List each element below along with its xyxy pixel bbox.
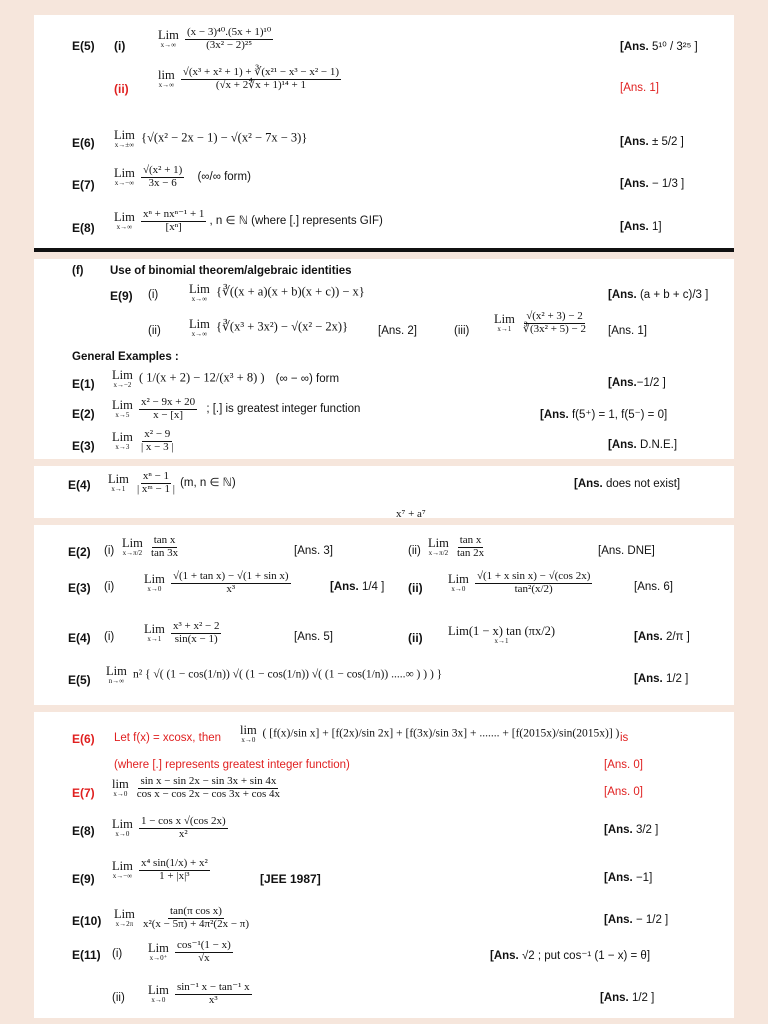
- part-ii: (ii): [148, 325, 161, 337]
- expr-e11-i: Lim x→0⁺ $\frac{\text{cos⁻¹(1 − x)}}{√x}$: [148, 939, 231, 964]
- e6-intro: Let f(x) = xcosx, then: [114, 732, 222, 744]
- expr-e9: Lim x→−∞ $\frac{\text{x⁴ sin(1/x) + x²}}{\text{1 + |x|³}}$: [112, 857, 208, 882]
- expr-e9-iii: Lim x→1 $\frac{\text{√(x² + 3) − 2}}{\text{∛(3x² + 5) − 2}}$: [494, 310, 587, 335]
- label-e8: E(8): [72, 824, 95, 838]
- answer-e5-i: [Ans. 5¹⁰ / 3²⁵ ]: [620, 41, 698, 53]
- label-e10: E(10): [72, 914, 102, 928]
- divider-rule: [34, 248, 734, 252]
- label-e3: E(3): [68, 581, 91, 595]
- part-i: (i): [114, 39, 126, 53]
- expr-e3-i: Lim x→0 $\frac{\text{√(1 + tan x) − √(1 + sin x)}}{\text{x³}}$: [144, 570, 289, 595]
- answer-e9-iii: [Ans. 1]: [608, 325, 647, 337]
- general-examples-title: General Examples :: [72, 351, 179, 363]
- label-e2: E(2): [72, 407, 95, 421]
- answer-e11-i: [Ans. √2 ; put cos⁻¹ (1 − x) = θ]: [490, 950, 651, 962]
- label-e3: E(3): [72, 439, 95, 453]
- expr-e4-i: Lim x→1 $\frac{\text{x³ + x² − 2}}{\sin(x - 1)}$: [144, 620, 220, 645]
- answer-e2-i: [Ans. 3]: [294, 545, 333, 557]
- answer-e5-ii: [Ans. 1]: [620, 82, 659, 94]
- expr-e9-i: Lim x→∞ {∛((x + a)(x + b)(x + c)) − x}: [189, 282, 365, 303]
- examples-panel-2: [34, 259, 734, 459]
- expr-e9-ii: Lim x→∞ {∛(x³ + 3x²) − √(x² − 2x)}: [189, 317, 349, 338]
- answer-e8: [Ans. 3/2 ]: [604, 824, 659, 836]
- examples-panel-3: [34, 466, 734, 518]
- expr-e3-ii: Lim x→0 $\frac{\text{√(1 + x sin x) − √(cos 2x)}}{\text{tan²(x/2)}}$: [448, 570, 591, 595]
- e6-note: (where [.] represents greatest integer function): [114, 759, 350, 771]
- label-e5: E(5): [68, 673, 91, 687]
- part-iii: (iii): [454, 325, 470, 337]
- answer-e2-ii: [Ans. DNE]: [598, 545, 655, 557]
- answer-e3-i: [Ans. 1/4 ]: [330, 581, 385, 593]
- expr-e6: lim x→0 ( [f(x)/sin x] + [f(2x)/sin 2x] + [f(3x)/sin 3x] + ....... + [f(2015x)/sin(2015x)] ): [240, 723, 620, 744]
- answer-e6: [Ans. 0]: [604, 759, 643, 771]
- answer-e4: [Ans. does not exist]: [574, 478, 681, 490]
- answer-e11-ii: [Ans. 1/2 ]: [600, 992, 655, 1004]
- part-i: (i): [112, 948, 123, 960]
- expr-e2-ii: Lim x→π/2 $\frac{\text{tan x}}{\tan 2x}$: [428, 534, 485, 559]
- answer-e7: [Ans. − 1/3 ]: [620, 178, 685, 190]
- examples-panel-5: [34, 712, 734, 1018]
- expr-e11-ii: Lim x→0 $\frac{\text{sin⁻¹ x − tan⁻¹ x}}{\text{x³}}$: [148, 981, 250, 1006]
- part-i: (i): [104, 581, 115, 593]
- expr-e8: Lim x→0 $\frac{\text{1 − cos x √(cos 2x)}}{\text{x²}}$: [112, 815, 226, 840]
- examples-panel-4: [34, 525, 734, 705]
- expr-e5-i: Lim x→∞ $\frac{\text{(x − 3)⁴⁰.(5x + 1)¹⁰}}{\text{(3x² − 2)²⁵}}$: [158, 26, 272, 51]
- part-ii: (ii): [114, 82, 129, 96]
- section-f-label: (f): [72, 265, 84, 277]
- part-ii: (ii): [408, 631, 423, 645]
- label-e5: E(5): [72, 39, 95, 53]
- label-e6: E(6): [72, 136, 95, 150]
- answer-e7: [Ans. 0]: [604, 786, 643, 798]
- expr-e6: Lim x→±∞ {√(x² − 2x − 1) − √(x² − 7x − 3)}: [114, 128, 308, 149]
- examples-panel-1: [34, 15, 734, 248]
- part-i: (i): [104, 631, 115, 643]
- expr-e4-ii: Lim(1 − x) tan (πx/2) x→1: [448, 624, 556, 645]
- part-ii: (ii): [408, 581, 423, 595]
- answer-e3: [Ans. D.N.E.]: [608, 439, 678, 451]
- answer-e8: [Ans. 1]: [620, 221, 662, 233]
- label-e7: E(7): [72, 178, 95, 192]
- section-f-title: Use of binomial theorem/algebraic identities: [110, 265, 352, 277]
- answer-e2: [Ans. f(5⁺) = 1, f(5⁻) = 0]: [540, 409, 668, 421]
- expr-e4: Lim x→1 $\frac{\text{xⁿ − 1}}{\text{| xᵐ − 1 |}}$ (m, n ∈ ℕ): [108, 470, 236, 495]
- label-e8: E(8): [72, 221, 95, 235]
- expr-e8: Lim x→∞ $\frac{\text{xⁿ + nxⁿ⁻¹ + 1}}{\text{[xⁿ]}}$ , n ∈ ℕ (where [.] represents GIF): [114, 208, 383, 233]
- e6-is: is: [620, 732, 629, 744]
- part-ii: (ii): [408, 545, 421, 557]
- label-e2: E(2): [68, 545, 91, 559]
- answer-e9-ii: [Ans. 2]: [378, 325, 417, 337]
- part-i: (i): [148, 289, 159, 301]
- answer-e4-i: [Ans. 5]: [294, 631, 333, 643]
- label-e4: E(4): [68, 478, 91, 492]
- answer-e9-i: [Ans. (a + b + c)/3 ]: [608, 289, 709, 301]
- expr-e10: Lim x→2π $\frac{\text{tan(π cos x)}}{\text{x²(x − 5π) + 4π²(2x − π)}}$: [114, 905, 249, 930]
- expr-e7: lim x→0 $\frac{\text{sin x − sin 2x − sin 3x + sin 4x}}{\text{cos x − cos 2x − cos 3x + cos 4x}}$: [112, 775, 281, 800]
- label-e6: E(6): [72, 732, 95, 746]
- label-e1: E(1): [72, 377, 95, 391]
- answer-e5: [Ans. 1/2 ]: [634, 673, 689, 685]
- expr-e1: Lim x→−2 ( 1/(x + 2) − 12/(x³ + 8) ) (∞ − ∞) form: [112, 368, 340, 389]
- expr-e5: Lim n→∞ n² { √( (1 − cos(1/n)) √( (1 − cos(1/n)) √( (1 − cos(1/n)) .....∞ ) ) ) }: [106, 664, 443, 685]
- answer-e10: [Ans. − 1/2 ]: [604, 914, 669, 926]
- cut-off-expression: x⁷ + a⁷: [396, 508, 426, 518]
- label-e7: E(7): [72, 786, 95, 800]
- part-ii: (ii): [112, 992, 125, 1004]
- label-e11: E(11): [72, 948, 101, 962]
- expr-e2: Lim x→5 $\frac{\text{x² − 9x + 20}}{x - [x]}$ ; [.] is greatest integer function: [112, 396, 361, 421]
- expr-e2-i: Lim x→π/2 $\frac{\text{tan x}}{\tan 3x}$: [122, 534, 179, 559]
- expr-e3: Lim x→3 $\frac{\text{x² − 9}}{| x - 3 |}$: [112, 428, 174, 453]
- part-i: (i): [104, 545, 115, 557]
- answer-e6: [Ans. ± 5/2 ]: [620, 136, 684, 148]
- label-e4: E(4): [68, 631, 91, 645]
- label-e9: E(9): [72, 872, 95, 886]
- expr-e7: Lim x→−∞ $\frac{\text{√(x² + 1)}}{3x - 6}$ (∞/∞ form): [114, 164, 251, 189]
- answer-e3-ii: [Ans. 6]: [634, 581, 673, 593]
- answer-e4-ii: [Ans. 2/π ]: [634, 631, 690, 643]
- expr-e5-ii: lim x→∞ $\frac{\text{√(x³ + x² + 1) + ∛(x²¹ − x³ − x² − 1)}}{\text{(√x + 2∜x + 1)¹⁴ + 1}}$: [158, 66, 340, 91]
- answer-e9: [Ans. −1]: [604, 872, 653, 884]
- answer-e1: [Ans.−1/2 ]: [608, 377, 666, 389]
- label-e9: E(9): [110, 289, 133, 303]
- jee-tag: [JEE 1987]: [260, 872, 321, 886]
